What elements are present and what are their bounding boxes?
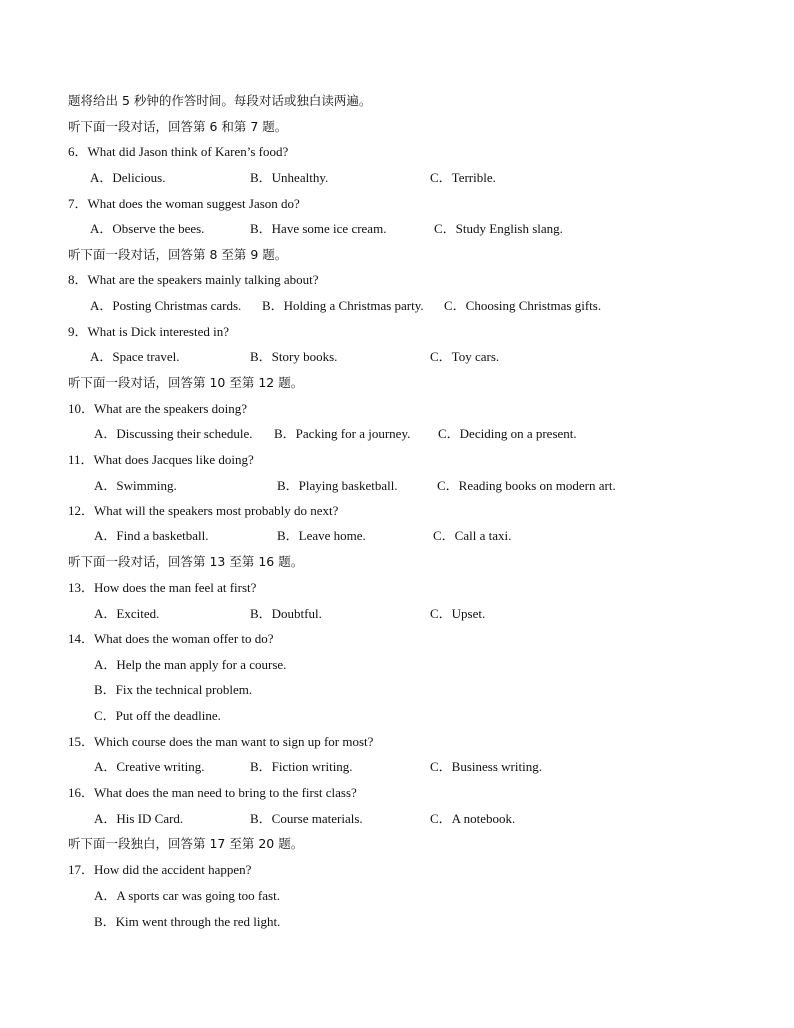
option-b: B．Playing basketball. bbox=[277, 478, 398, 493]
option-c: C．Study English slang. bbox=[434, 221, 563, 236]
option-b: B．Kim went through the red light. bbox=[94, 914, 281, 929]
option-c: C．Put off the deadline. bbox=[94, 708, 221, 723]
section-instruction: 听下面一段对话，回答第 10 至第 12 题。 bbox=[68, 375, 304, 390]
option-a: A．A sports car was going too fast. bbox=[94, 888, 280, 903]
option-b: B．Leave home. bbox=[277, 528, 366, 543]
option-c: C．Toy cars. bbox=[430, 349, 500, 364]
question-stem: 8．What are the speakers mainly talking about? bbox=[68, 272, 319, 287]
instruction-text: 题将给出 5 秒钟的作答时间。每段对话或独白读两遍。 bbox=[68, 93, 372, 108]
question-stem: 7．What does the woman suggest Jason do? bbox=[68, 196, 300, 211]
option-b: B．Story books. bbox=[250, 349, 338, 364]
question-stem: 13．How does the man feel at first? bbox=[68, 580, 257, 595]
option-b: B．Fix the technical problem. bbox=[94, 682, 253, 697]
option-a: A．Help the man apply for a course. bbox=[94, 657, 287, 672]
option-c: C．Call a taxi. bbox=[433, 528, 512, 543]
question-stem: 6．What did Jason think of Karen’s food? bbox=[68, 144, 289, 159]
question-stem: 10．What are the speakers doing? bbox=[68, 401, 248, 416]
option-b: B．Fiction writing. bbox=[250, 759, 353, 774]
option-a: A．His ID Card. bbox=[94, 811, 184, 826]
option-a: A．Swimming. bbox=[94, 478, 177, 493]
option-c: C．Business writing. bbox=[430, 759, 542, 774]
question-stem: 16．What does the man need to bring to the first class? bbox=[68, 785, 357, 800]
question-stem: 14．What does the woman offer to do? bbox=[68, 631, 274, 646]
section-instruction: 听下面一段对话，回答第 8 至第 9 题。 bbox=[68, 247, 288, 262]
option-c: C．A notebook. bbox=[430, 811, 516, 826]
option-c: C．Deciding on a present. bbox=[438, 426, 577, 441]
question-stem: 11．What does Jacques like doing? bbox=[68, 452, 254, 467]
option-a: A．Posting Christmas cards. bbox=[90, 298, 242, 313]
option-a: A．Space travel. bbox=[90, 349, 180, 364]
option-a: A．Creative writing. bbox=[94, 759, 205, 774]
section-instruction: 听下面一段对话，回答第 13 至第 16 题。 bbox=[68, 554, 304, 569]
option-a: A．Delicious. bbox=[90, 170, 166, 185]
option-b: B．Doubtful. bbox=[250, 606, 322, 621]
option-b: B．Packing for a journey. bbox=[274, 426, 411, 441]
option-c: C．Choosing Christmas gifts. bbox=[444, 298, 602, 313]
option-b: B．Unhealthy. bbox=[250, 170, 329, 185]
option-c: C．Reading books on modern art. bbox=[437, 478, 616, 493]
section-instruction: 听下面一段独白，回答第 17 至第 20 题。 bbox=[68, 836, 304, 851]
section-instruction: 听下面一段对话，回答第 6 和第 7 题。 bbox=[68, 119, 288, 134]
option-b: B．Have some ice cream. bbox=[250, 221, 387, 236]
question-stem: 15．Which course does the man want to sign up for most? bbox=[68, 734, 374, 749]
question-stem: 12．What will the speakers most probably do next? bbox=[68, 503, 339, 518]
option-a: A．Discussing their schedule. bbox=[94, 426, 253, 441]
option-b: B．Course materials. bbox=[250, 811, 363, 826]
option-a: A．Excited. bbox=[94, 606, 160, 621]
option-c: C．Upset. bbox=[430, 606, 486, 621]
option-c: C．Terrible. bbox=[430, 170, 496, 185]
option-a: A．Find a basketball. bbox=[94, 528, 209, 543]
question-stem: 17．How did the accident happen? bbox=[68, 862, 252, 877]
question-stem: 9．What is Dick interested in? bbox=[68, 324, 230, 339]
option-a: A．Observe the bees. bbox=[90, 221, 205, 236]
option-b: B．Holding a Christmas party. bbox=[262, 298, 424, 313]
